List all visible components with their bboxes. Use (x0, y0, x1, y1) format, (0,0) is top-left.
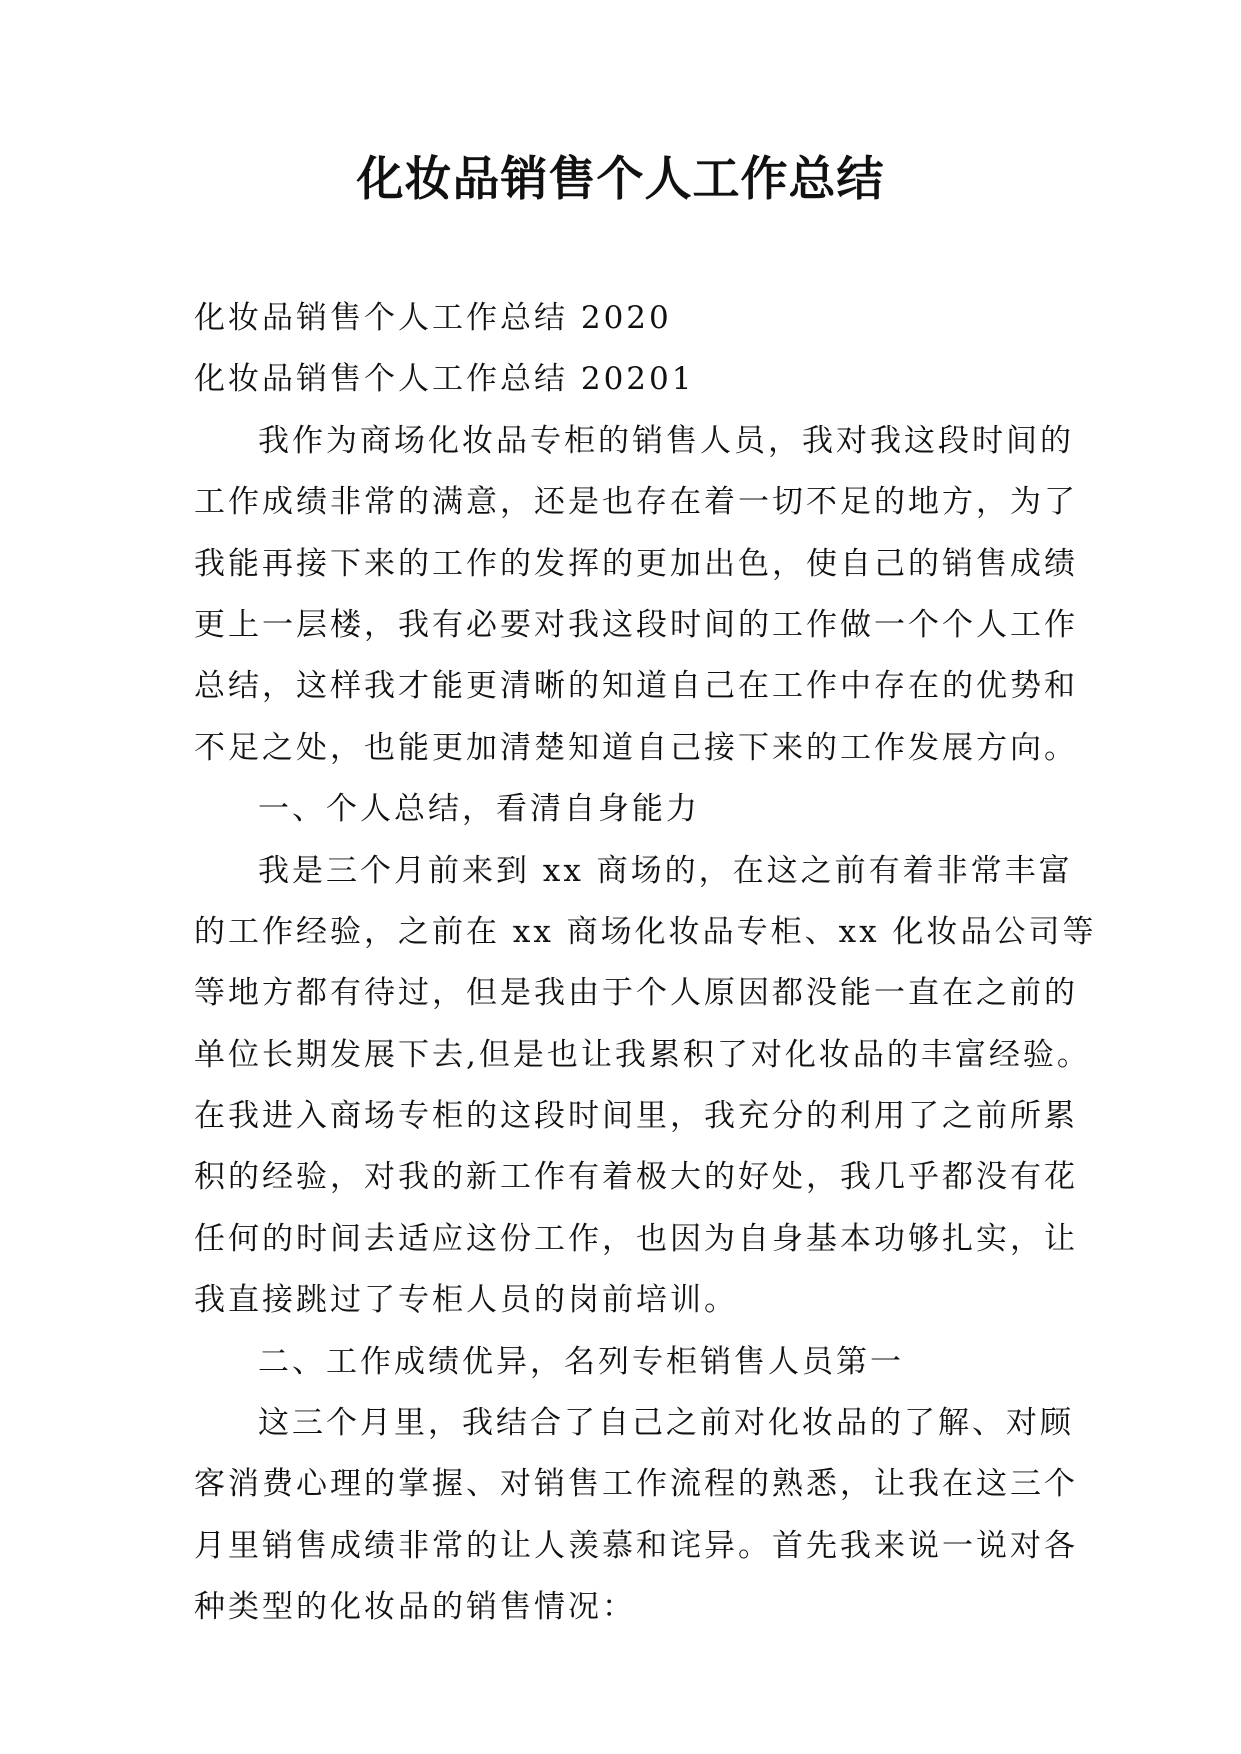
document-body (194, 288, 1097, 1639)
text-line: 不足之处，也能更加清楚知道自己接下来的工作发展方向。 (194, 729, 1078, 766)
text-line: 客消费心理的掌握、对销售工作流程的熟悉，让我在这三个 (194, 1466, 1078, 1503)
text-line: 任何的时间去适应这份工作，也因为自身基本功够扎实，让 (194, 1220, 1078, 1257)
document-title: 化妆品销售个人工作总结 (356, 152, 885, 207)
text-line: 这三个月里，我结合了自己之前对化妆品的了解、对顾 (258, 1405, 1074, 1442)
text-line: 总结，这样我才能更清晰的知道自己在工作中存在的优势和 (194, 668, 1078, 705)
text-line: 我直接跳过了专柜人员的岗前培训。 (194, 1282, 738, 1319)
text-line: 种类型的化妆品的销售情况： (194, 1589, 636, 1626)
text-line: 我能再接下来的工作的发挥的更加出色，使自己的销售成绩 (194, 545, 1078, 582)
subtitle-line: 化妆品销售个人工作总结 2020 (194, 300, 672, 336)
text-line: 的工作经验，之前在 xx 商场化妆品专柜、xx 化妆品公司等 (194, 913, 1097, 950)
paragraph-3 (194, 1393, 1078, 1639)
paragraph-2 (194, 841, 1097, 1332)
section-heading-2: 二、工作成绩优异，名列专柜销售人员第一 (258, 1343, 904, 1380)
text-line: 我是三个月前来到 xx 商场的，在这之前有着非常丰富 (258, 852, 1073, 889)
paragraph-1 (194, 411, 1078, 779)
text-line: 积的经验，对我的新工作有着极大的好处，我几乎都没有花 (194, 1159, 1078, 1196)
text-line: 工作成绩非常的满意，还是也存在着一切不足的地方，为了 (194, 484, 1078, 521)
text-line: 单位长期发展下去,但是也让我累积了对化妆品的丰富经验。 (194, 1036, 1091, 1073)
section-heading-1: 一、个人总结，看清自身能力 (258, 791, 700, 828)
text-line: 更上一层楼，我有必要对我这段时间的工作做一个个人工作 (194, 606, 1078, 643)
text-line: 月里销售成绩非常的让人羡慕和诧异。首先我来说一说对各 (194, 1527, 1078, 1564)
text-line: 在我进入商场专柜的这段时间里，我充分的利用了之前所累 (194, 1098, 1078, 1135)
text-line: 等地方都有待过，但是我由于个人原因都没能一直在之前的 (194, 975, 1078, 1012)
subtitle-line: 化妆品销售个人工作总结 20201 (194, 361, 695, 398)
text-line: 我作为商场化妆品专柜的销售人员，我对我这段时间的 (258, 422, 1074, 459)
